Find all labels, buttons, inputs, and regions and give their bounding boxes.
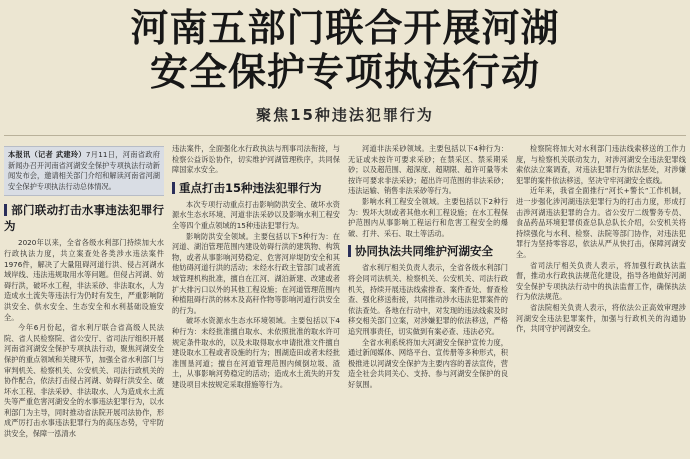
body-paragraph: 检察院将加大对水利部门违法线索移送的工作力度，与检察机关联动发力，对涉河湖安全违法犯罪线索依法立案调查，对违法犯罪行为依法惩处，对涉嫌犯罪的案件依法移送，坚决守牢河湖安全底线。 <box>516 144 686 185</box>
section-heading-2-text: 重点打击15种违法犯罪行为 <box>179 180 322 195</box>
body-paragraph: 省法院相关负责人表示，将依法公正高效审理涉河湖安全违法犯罪案件，加强与行政机关的沟通协作，共同守护河湖安全。 <box>516 302 686 334</box>
section-heading-3 <box>348 243 508 259</box>
section-heading-2 <box>172 180 340 196</box>
lead-text: 7月11日，河南省政府新闻办召开河南省河湖安全保护专项执法行动新闻发布会，邀请相关部门介绍和解读河南省河湖安全保护专项执法行动总体情况。 <box>8 150 160 191</box>
headline-line-2: 安全保护专项执法行动 <box>149 50 540 94</box>
column-3 <box>348 144 508 459</box>
body-paragraph: 近年来，我省全面推行“河长+警长”工作机制，进一步强化涉河湖违法犯罪行为的打击力度，形成打击涉河湖违法犯罪的合力。省公安厅二级警务专员、食品药品环境犯罪侦查总队总队长介绍，公安机关将持续强化与水利、检察、法院等部门协作，对违法犯罪行为坚持零容忍，依法从严从快打击，保障河湖安全。 <box>516 186 686 259</box>
subheadline: 聚焦15种违法犯罪行为 <box>256 106 434 124</box>
body-paragraph: 省司法厅相关负责人表示，将加强行政执法监督，推动水行政执法规范化建设，指导各地做好河湖安全保护专项执法行动中的执法监督工作，确保执法行为依法规范。 <box>516 260 686 302</box>
section-heading-3-text: 协同执法共同维护河湖安全 <box>355 244 493 259</box>
body-paragraph: 影响水利工程安全领域。主要包括以下2种行为：毁坏大坝或者其他水利工程设施；在水工程保护范围内从事影响工程运行和危害工程安全的爆破、打井、采石、取土等活动。 <box>348 196 508 238</box>
column-1 <box>4 144 164 459</box>
divider <box>4 135 686 136</box>
section-heading-1 <box>4 202 164 234</box>
body-paragraph: 河道非法采砂领域。主要包括以下4种行为：无证或未按许可要求采砂；在禁采区、禁采期采砂；以及超范围、超深度、超期限、超许可量等未按许可要求非法采砂；超出许可范围的非法采砂；违法运输、销售非法采砂等行为。 <box>348 144 508 196</box>
headline <box>0 6 690 94</box>
body-paragraph: 全省水利系统将加大河湖安全保护宣传力度，通过新闻媒体、网络平台、宣传册等多种形式，积极推进以河湖安全保护为主要内容的普法宣传，营造全社会共同关心、支持、参与河湖安全保护的良好氛围。 <box>348 337 508 389</box>
lead-reporter: 本报讯（记者 武建玲） <box>8 150 86 159</box>
column-2 <box>172 144 340 459</box>
section-marker <box>4 204 7 216</box>
section-heading-1-text: 部门联动打击水事违法犯罪行为 <box>4 203 164 234</box>
body-paragraph: 今年6月份起，省水利厅联合省高级人民法院、省人民检察院、省公安厅、省司法厅组织开展河南省河湖安全保护专项执法行动，聚焦河湖安全保护的重点领域和关键环节，加强全省水利部门与审判机关、检察机关、公安机关、司法行政机关的协作配合，依法打击侵占河湖、妨碍行洪安全、破坏水工程、非法采砂、非法取水、人为造成水土流失等严重危害河湖安全的水事违法犯罪行为，以水利部门为主导，同时推动省法院开展司法协作，形成严厉打击水事违法犯罪行为的高压态势，守牢防洪安全，保障一泓清水 <box>4 323 164 439</box>
body-paragraph: 违法案件，全面强化水行政执法与刑事司法衔接，与检察公益诉讼协作，切实维护河湖管理秩序，共同保障国家水安全。 <box>172 144 340 175</box>
body-paragraph: 2020年以来，全省各级水利部门持续加大水行政执法力度，共立案查处各类涉水违法案件1976件，解决了大量阻碍河道行洪、侵占河湖水域岸线、违法违规取用水等问题。但侵占河湖、妨碍行洪，破坏水工程，非法采砂、非法取水，人为造成水土流失等违法行为仍时有发生，严重影响防洪安全、供水安全、生态安全和水利基础设施安全。 <box>4 238 164 322</box>
body-paragraph: 破坏水资源水生态水环境领域。主要包括以下4种行为：未经批准擅自取水、未依照批准的取水许可规定条件取水的，以及未取得取水申请批准文件擅自建设取水工程或者设施的行为；围湖造田或者未经批准围垦河道；擅自在河道管理范围内倾倒垃圾、渣土，从事影响河势稳定的活动；造成水土流失的开发建设项目未按规定采取措施等行为。 <box>172 316 340 389</box>
section-marker <box>172 182 175 194</box>
body-paragraph: 省水利厅相关负责人表示，全省各级水利部门将会同司法机关、检察机关、公安机关、司法行政机关，持续开展违法线索排查、案件查处、督查检查、强化移送衔接，共同推动涉水违法犯罪案件的依法查处。各地在行动中，对发现的违法线索及时移交相关部门立案，对涉嫌犯罪的依法移送，严格追究刑事责任，切实做到有案必查、违法必究。 <box>348 263 508 336</box>
column-4 <box>516 144 686 459</box>
lead-paragraph <box>4 146 164 196</box>
body-paragraph: 影响防洪安全领域。主要包括以下5种行为：在河道、湖泊管理范围内建设妨碍行洪的建筑物、构筑物，或者从事影响河势稳定、危害河岸堤防安全和其他妨碍河道行洪的活动；未经水行政主管部门或者流域管理机构批准，擅自在江河、湖泊新建、改建或者扩大排污口以外的其他工程设施；在河道管理范围内种植阻碍行洪的林木及高秆作物等影响河道行洪安全的行为。 <box>172 231 340 315</box>
headline-line-1: 河南五部门联合开展河湖 <box>130 6 560 50</box>
section-marker <box>348 245 351 257</box>
body-paragraph: 本次专项行动重点打击影响防洪安全、破坏水资源水生态水环境、河道非法采砂以及影响水利工程安全等四个重点领域的15种违法犯罪行为。 <box>172 199 340 230</box>
